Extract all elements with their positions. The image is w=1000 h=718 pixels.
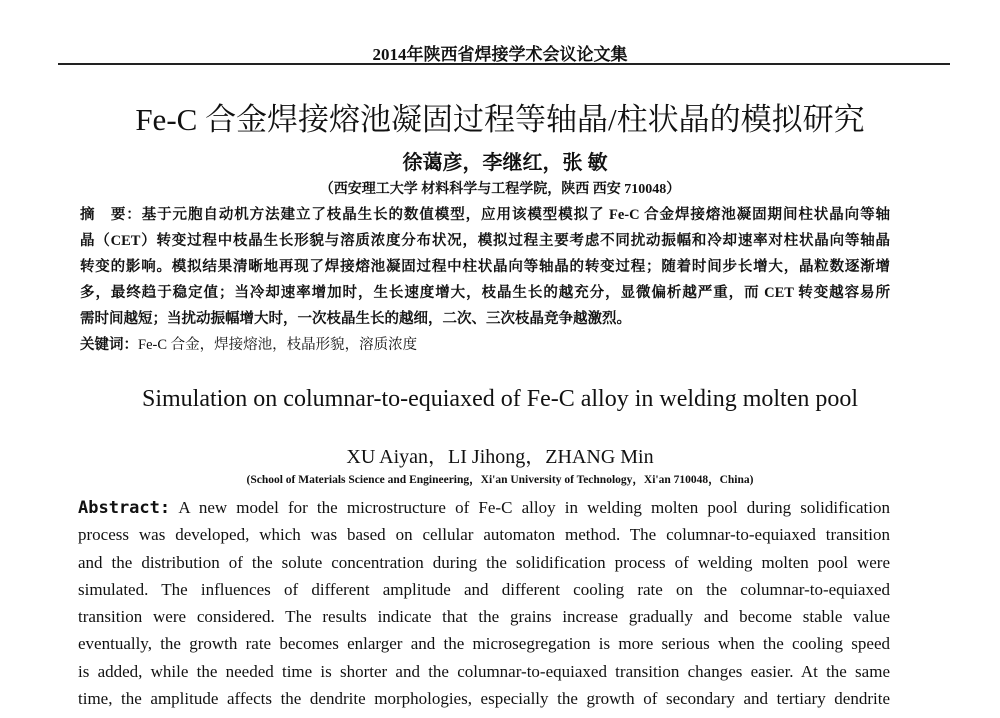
abstract-en-line: simulated. The influences of different amplitude and different cooling rate on the columnar-to-equiaxed bbox=[78, 579, 890, 599]
abstract-cn-line: 需时间越短；当扰动振幅增大时，一次枝晶生长的越细，二次、三次枝晶竞争越激烈。 bbox=[80, 311, 631, 327]
keywords-cn: 关键词：Fe-C 合金，焊接熔池，枝晶形貌，溶质浓度 bbox=[80, 337, 418, 353]
abstract-cn-line: 晶（CET）转变过程中枝晶生长形貌与溶质浓度分布状况，模拟过程主要考虑不同扰动振幅和冷却速率对柱状晶向等轴晶 bbox=[80, 233, 890, 249]
abstract-cn bbox=[80, 202, 890, 358]
affiliation-en: (School of Materials Science and Engineering，Xi'an University of Technology，Xi'an 710048，China) bbox=[246, 474, 754, 486]
abstract-en-line: transition were considered. The results indicate that the grains increase gradually and become stable value bbox=[78, 607, 890, 627]
abstract-cn-line: 摘 要：基于元胞自动机方法建立了枝晶生长的数值模型，应用该模型模拟了 Fe-C 合金焊接熔池凝固期间柱状晶向等轴 bbox=[80, 207, 890, 223]
keywords-label: 关键词： bbox=[80, 337, 138, 353]
abstract-en-label: Abstract: bbox=[78, 498, 171, 518]
authors-cn: 徐蔼彦，李继红，张 敏 bbox=[402, 152, 608, 174]
authors-en: XU Aiyan，LI Jihong，ZHANG Min bbox=[346, 446, 654, 468]
abstract-en-line: Abstract: A new model for the microstructure of Fe-C alloy in welding molten pool during solidification bbox=[78, 498, 890, 518]
running-header: 2014年陕西省焊接学术会议论文集 bbox=[372, 45, 628, 64]
abstract-cn-line: 转变的影响。模拟结果清晰地再现了焊接熔池凝固过程中柱状晶向等轴晶的转变过程；随着时间步长增大，晶粒数逐渐增 bbox=[80, 259, 890, 275]
abstract-en-line: is added, while the needed time is shorter and the columnar-to-equiaxed transition changes easier. At the same bbox=[78, 661, 890, 681]
paper-title-en: Simulation on columnar-to-equiaxed of Fe-C alloy in welding molten pool bbox=[141, 386, 859, 412]
affiliation-cn: （西安理工大学 材料科学与工程学院，陕西 西安 710048） bbox=[319, 182, 681, 197]
abstract-en-line: process was developed, which was based on cellular automaton method. The columnar-to-equiaxed transition bbox=[78, 525, 890, 545]
abstract-en bbox=[78, 494, 890, 712]
abstract-en-line: and the distribution of the solute concentration during the solidification process of welding molten pool were bbox=[78, 552, 890, 572]
header-rule bbox=[58, 63, 950, 65]
paper-title-cn: Fe-C 合金焊接熔池凝固过程等轴晶/柱状晶的模拟研究 bbox=[135, 102, 865, 137]
abstract-cn-line: 多，最终趋于稳定值；当冷却速率增加时，生长速度增大，枝晶生长的越充分，显微偏析越严重，而 CET 转变越容易所 bbox=[80, 285, 890, 301]
abstract-en-line: time, the amplitude affects the dendrite morphologies, especially the growth of secondary and tertiary dendrite bbox=[78, 689, 890, 709]
abstract-en-line: eventually, the growth rate becomes enlarger and the microsegregation is more serious when the cooling speed bbox=[78, 634, 890, 654]
abstract-cn-label: 摘 要： bbox=[80, 207, 142, 223]
